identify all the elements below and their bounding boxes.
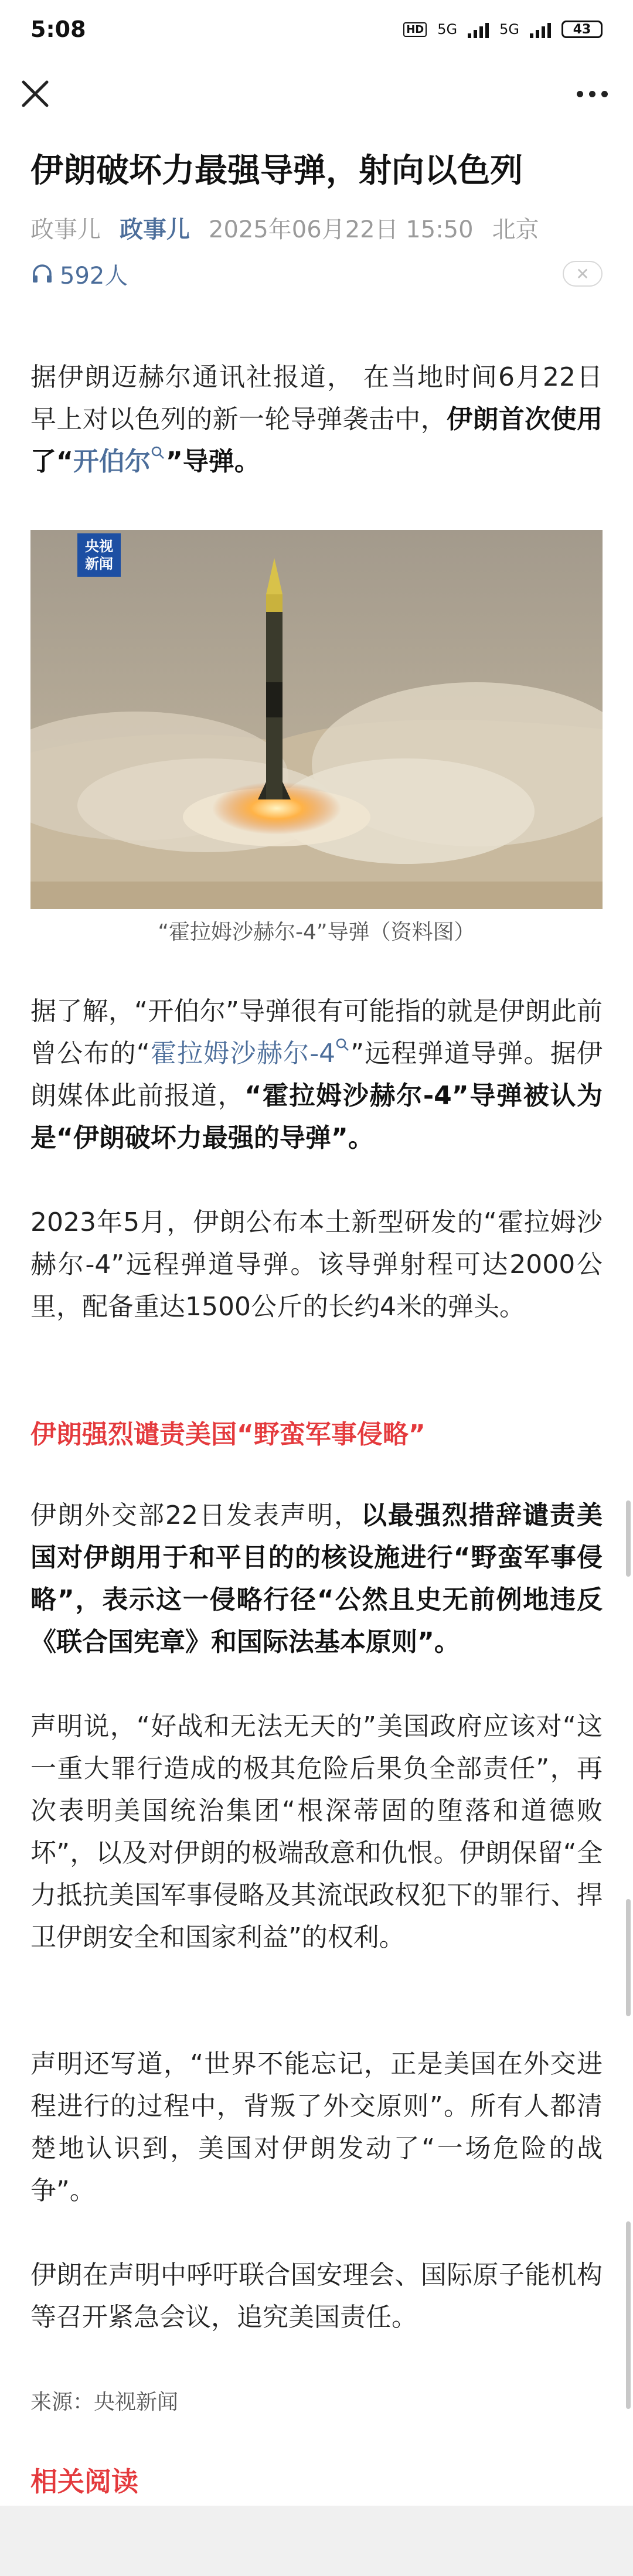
related-reading bbox=[30, 2461, 603, 2499]
source-line bbox=[30, 2386, 603, 2415]
signal-icon bbox=[468, 21, 489, 38]
p4-text: 伊朗外交部22日发表声明， bbox=[30, 1500, 361, 1530]
network-label-1: 5G bbox=[437, 21, 458, 38]
signal-icon-2 bbox=[530, 21, 551, 38]
scrollbar-track-segment-2 bbox=[626, 2221, 631, 2409]
search-icon bbox=[335, 1037, 350, 1053]
article-meta bbox=[30, 211, 603, 244]
close-button[interactable] bbox=[18, 76, 53, 111]
p1-text: 据伊朗迈赫尔通讯社报道， 在当地时间6月22日早上对以色列的新一轮导弹袭击中， bbox=[30, 362, 603, 434]
paragraph-5 bbox=[30, 1706, 603, 1959]
p1-bold-end: ”导弹。 bbox=[165, 447, 260, 477]
hd-icon: HD bbox=[403, 22, 427, 37]
nav-bar bbox=[0, 59, 633, 129]
missile-photo[interactable] bbox=[30, 530, 603, 909]
p2-text: 据了解，“开伯尔”导弹很有可能指的就是伊朗此前曾公布的“ bbox=[30, 996, 603, 1068]
meta-location: 北京 bbox=[492, 216, 539, 243]
p2-link-khorramshahr[interactable]: 霍拉姆沙赫尔-4 bbox=[149, 1039, 336, 1068]
paragraph-3 bbox=[30, 1202, 603, 1328]
more-icon bbox=[577, 91, 583, 97]
headphone-icon bbox=[30, 262, 54, 285]
meta-datetime: 2025年06月22日 15:50 bbox=[209, 216, 474, 243]
section-heading-text: 伊朗强烈谴责美国“野蛮军事侵略” bbox=[30, 1420, 426, 1449]
close-icon bbox=[18, 76, 53, 111]
paragraph-2 bbox=[30, 991, 603, 1159]
meta-channel[interactable]: 政事儿 bbox=[30, 216, 101, 243]
badge-line-1: 央视 bbox=[85, 538, 113, 554]
missile-launch-image bbox=[30, 530, 603, 909]
paragraph-1 bbox=[30, 356, 603, 483]
more-button[interactable] bbox=[574, 88, 610, 100]
listen-row bbox=[30, 256, 603, 291]
meta-author[interactable]: 政事儿 bbox=[120, 216, 190, 243]
search-icon bbox=[151, 445, 166, 461]
listen-count: 592人 bbox=[60, 262, 128, 290]
p1-bold: 伊朗首次使用了“ bbox=[30, 404, 603, 477]
cctv-news-badge bbox=[77, 533, 121, 577]
p5-text: 声明说，“好战和无法无天的”美国政府应该对“这一重大罪行造成的极其危险后果负全部责任”，再次表明美国统治集团“根深蒂固的堕落和道德败坏”，以及对伊朗的极端敌意和仇恨。伊朗保留“全力抵抗美国军事侵略及其流氓政权犯下的罪行、捍卫伊朗安全和国家利益”的权利。 bbox=[30, 1711, 603, 1952]
p1-link-khaibar[interactable]: 开伯尔 bbox=[73, 447, 151, 477]
section-heading bbox=[30, 1414, 603, 1456]
network-label-2: 5G bbox=[499, 21, 519, 38]
listen-close-button[interactable] bbox=[563, 261, 603, 287]
p6-text: 声明还写道，“世界不能忘记，正是美国在外交进程进行的过程中，背叛了外交原则”。所有人都清楚地认识到，美国对伊朗发动了“一场危险的战争”。 bbox=[30, 2049, 603, 2206]
scrollbar-thumb[interactable] bbox=[626, 1500, 631, 1577]
status-time: 5:08 bbox=[30, 16, 86, 42]
article-header bbox=[30, 147, 603, 291]
battery-icon: 43 bbox=[561, 21, 603, 38]
paragraph-4 bbox=[30, 1495, 603, 1663]
paragraph-7 bbox=[30, 2254, 603, 2339]
related-reading-title[interactable]: 相关阅读 bbox=[30, 2466, 138, 2497]
badge-line-2: 新闻 bbox=[85, 556, 113, 572]
p2-text-2: ”远程弹道导弹。据伊朗媒体此前报道， bbox=[30, 1039, 603, 1111]
scrollbar-track-segment bbox=[626, 1899, 631, 2016]
status-bar bbox=[0, 0, 633, 59]
p3-text: 2023年5月，伊朗公布本土新型研发的“霍拉姆沙赫尔-4”远程弹道导弹。该导弹射程可达2000公里，配备重达1500公斤的长约4米的弹头。 bbox=[30, 1207, 603, 1322]
source-text: 来源：央视新闻 bbox=[30, 2390, 179, 2414]
paragraph-6 bbox=[30, 2043, 603, 2212]
p4-bold: 以最强烈措辞谴责美国对伊朗用于和平目的的核设施进行“野蛮军事侵略”，表示这一侵略行径“公然且史无前例地违反《联合国宪章》和国际法基本原则”。 bbox=[30, 1500, 603, 1657]
article-title: 伊朗破坏力最强导弹，射向以色列 bbox=[30, 152, 523, 190]
photo-caption: “霍拉姆沙赫尔-4”导弹（资料图） bbox=[158, 920, 475, 944]
p7-text: 伊朗在声明中呼吁联合国安理会、国际原子能机构等召开紧急会议，追究美国责任。 bbox=[30, 2260, 603, 2332]
bottom-strip bbox=[0, 2506, 633, 2576]
status-icons bbox=[403, 21, 603, 38]
listen-button[interactable] bbox=[30, 257, 128, 291]
p2-bold: “霍拉姆沙赫尔-4”导弹被认为是“伊朗破坏力最强的导弹”。 bbox=[30, 1081, 603, 1153]
close-icon: ✕ bbox=[576, 264, 590, 284]
